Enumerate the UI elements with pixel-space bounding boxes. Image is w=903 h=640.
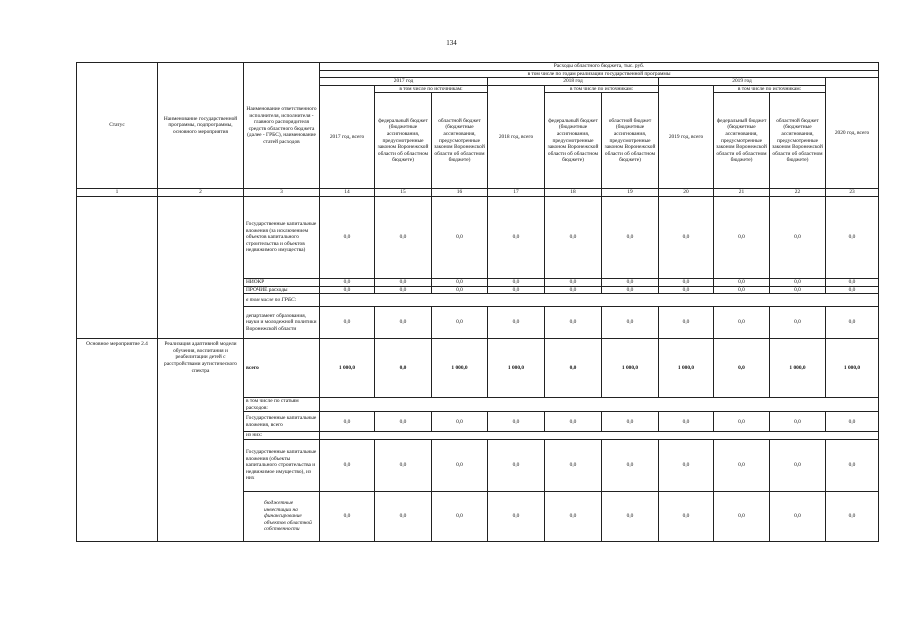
value-cell: 0,0 (545, 491, 602, 541)
page-number: 134 (446, 39, 457, 47)
value-cell: 1 000,0 (602, 339, 659, 398)
value-cell: 0,0 (826, 286, 879, 294)
value-cell: 0,0 (375, 278, 432, 286)
value-cell: 0,0 (714, 412, 770, 432)
value-cell: 0,0 (375, 339, 432, 398)
value-cell: 0,0 (320, 491, 375, 541)
row-label: всего (244, 339, 320, 398)
year-2019-header: 2019 год (659, 78, 826, 86)
value-cell: 0,0 (320, 286, 375, 294)
federal-2018-header: федеральный бюджет (бюджетные ассигнования, предусмотренные законом Воронежской области об областном бюджете) (545, 93, 602, 189)
value-cell: 0,0 (714, 278, 770, 286)
column-number-row (77, 189, 879, 197)
value-cell: 0,0 (375, 286, 432, 294)
value-cell: 0,0 (320, 412, 375, 432)
value-cell: 0,0 (545, 286, 602, 294)
col-number: 14 (320, 189, 375, 197)
value-cell: 0,0 (659, 286, 714, 294)
value-cell: 0,0 (826, 307, 879, 339)
total-2019-header: 2019 год, всего (659, 85, 714, 189)
col-number: 16 (432, 189, 488, 197)
year-2017-header: 2017 год (320, 78, 488, 86)
empty-cell (320, 432, 879, 440)
col-number: 18 (545, 189, 602, 197)
value-cell: 1 000,0 (432, 339, 488, 398)
value-cell: 0,0 (488, 286, 545, 294)
value-cell: 0,0 (432, 286, 488, 294)
value-cell: 1 000,0 (320, 339, 375, 398)
col-number: 22 (770, 189, 826, 197)
row-label: Государственные капитальные вложения (за исключением объектов капитального строительства и объектов недвижимого имущества) (244, 196, 320, 278)
value-cell: 0,0 (770, 307, 826, 339)
row-label: из них: (244, 432, 320, 440)
executor-header: Наименование ответственного исполнителя, исполнителя - главного распорядителя средств областного бюджета (далее - ГРБС), наименование статей расходов (244, 63, 320, 189)
value-cell: 0,0 (770, 439, 826, 491)
sources-2017-header: в том числе по источникам: (375, 85, 488, 93)
value-cell: 1 000,0 (770, 339, 826, 398)
value-cell: 0,0 (602, 412, 659, 432)
value-cell: 0,0 (826, 278, 879, 286)
value-cell: 0,0 (770, 491, 826, 541)
value-cell: 0,0 (320, 196, 375, 278)
federal-2019-header: федеральный бюджет (бюджетные ассигнования, предусмотренные законом Воронежской области об областном бюджете) (714, 93, 770, 189)
row-label: НИОКР (244, 278, 320, 286)
col-number: 20 (659, 189, 714, 197)
value-cell: 0,0 (432, 439, 488, 491)
value-cell: 0,0 (602, 491, 659, 541)
program-name-header: Наименование государственной программы, подпрограммы, основного мероприятия (158, 63, 244, 189)
value-cell: 0,0 (375, 307, 432, 339)
value-cell: 0,0 (488, 412, 545, 432)
value-cell: 0,0 (375, 412, 432, 432)
col-number: 15 (375, 189, 432, 197)
year-2018-header: 2018 год (488, 78, 659, 86)
value-cell: 0,0 (659, 196, 714, 278)
federal-2017-header: федеральный бюджет (бюджетные ассигнования, предусмотренные законом Воронежской области об областном бюджете) (375, 93, 432, 189)
col-number: 19 (602, 189, 659, 197)
status-header: Статус (77, 63, 158, 189)
value-cell: 0,0 (432, 412, 488, 432)
value-cell: 0,0 (320, 439, 375, 491)
table-row (77, 196, 879, 278)
value-cell: 0,0 (545, 439, 602, 491)
row-label: в том числе по статьям расходов: (244, 398, 320, 412)
value-cell: 0,0 (826, 196, 879, 278)
col-number: 23 (826, 189, 879, 197)
row-label: в том числе по ГРБС: (244, 294, 320, 307)
value-cell: 0,0 (488, 491, 545, 541)
sources-2019-header: в том числе по источникам: (714, 85, 826, 93)
value-cell: 1 000,0 (488, 339, 545, 398)
value-cell: 0,0 (545, 339, 602, 398)
value-cell: 0,0 (659, 439, 714, 491)
regional-2019-header: областной бюджет (бюджетные ассигнования, предусмотренные законом Воронежской области об областном бюджете) (770, 93, 826, 189)
col-number: 17 (488, 189, 545, 197)
value-cell: 0,0 (320, 278, 375, 286)
total-2018-header: 2018 год, всего (488, 85, 545, 189)
expenses-header: Расходы областного бюджета, тыс. руб. (320, 63, 879, 71)
value-cell: 0,0 (826, 439, 879, 491)
value-cell: 0,0 (602, 286, 659, 294)
row-label: бюджетные инвестиции на финансирование объектов областной собственности (244, 491, 320, 541)
value-cell: 0,0 (432, 491, 488, 541)
value-cell: 0,0 (659, 412, 714, 432)
value-cell: 1 000,0 (659, 339, 714, 398)
col-number: 3 (244, 189, 320, 197)
row-label: департамент образования, науки и молодежной политики Воронежской области (244, 307, 320, 339)
by-years-header: в том числе по годам реализации государственной программы (320, 70, 879, 78)
row-label: Государственные капитальные вложения, всего (244, 412, 320, 432)
empty-cell (320, 294, 879, 307)
value-cell: 0,0 (714, 286, 770, 294)
value-cell: 0,0 (375, 491, 432, 541)
status-cell (77, 196, 158, 338)
value-cell: 0,0 (432, 307, 488, 339)
value-cell: 0,0 (659, 307, 714, 339)
value-cell: 0,0 (602, 439, 659, 491)
budget-table (76, 62, 879, 542)
row-label: Государственные капитальные вложения (объекты капитального строительства и недвижимое имущество), из них (244, 439, 320, 491)
value-cell: 0,0 (714, 196, 770, 278)
col-number: 1 (77, 189, 158, 197)
col-number: 21 (714, 189, 770, 197)
value-cell: 0,0 (375, 196, 432, 278)
value-cell: 0,0 (488, 439, 545, 491)
value-cell: 0,0 (320, 307, 375, 339)
regional-2017-header: областной бюджет (бюджетные ассигнования, предусмотренные законом Воронежской области об областном бюджете) (432, 93, 488, 189)
program-name-cell: Реализация адаптивной модели обучения, воспитания и реабилитации детей с расстройствами аутистического спектра (158, 339, 244, 542)
empty-cell (320, 398, 879, 412)
status-cell: Основное мероприятие 2.4 (77, 339, 158, 542)
value-cell: 0,0 (432, 278, 488, 286)
value-cell: 0,0 (432, 196, 488, 278)
value-cell: 0,0 (545, 196, 602, 278)
value-cell: 0,0 (602, 307, 659, 339)
regional-2018-header: областной бюджет (бюджетные ассигнования, предусмотренные законом Воронежской области об областном бюджете) (602, 93, 659, 189)
value-cell: 0,0 (826, 412, 879, 432)
value-cell: 0,0 (770, 196, 826, 278)
row-label: ПРОЧИЕ расходы (244, 286, 320, 294)
sources-2018-header: в том числе по источникам: (545, 85, 659, 93)
value-cell: 0,0 (545, 307, 602, 339)
value-cell: 0,0 (770, 412, 826, 432)
value-cell: 0,0 (714, 339, 770, 398)
value-cell: 0,0 (659, 491, 714, 541)
value-cell: 0,0 (714, 307, 770, 339)
program-name-cell (158, 196, 244, 338)
value-cell: 0,0 (602, 278, 659, 286)
total-2020-header: 2020 год, всего (826, 78, 879, 189)
col-number: 2 (158, 189, 244, 197)
value-cell: 0,0 (714, 439, 770, 491)
value-cell: 0,0 (488, 278, 545, 286)
value-cell: 0,0 (488, 307, 545, 339)
value-cell: 0,0 (770, 286, 826, 294)
value-cell: 0,0 (545, 412, 602, 432)
value-cell: 0,0 (545, 278, 602, 286)
value-cell: 0,0 (602, 196, 659, 278)
total-2017-header: 2017 год, всего (320, 85, 375, 189)
value-cell: 0,0 (714, 491, 770, 541)
value-cell: 0,0 (488, 196, 545, 278)
value-cell: 1 000,0 (826, 339, 879, 398)
value-cell: 0,0 (770, 278, 826, 286)
table-row (77, 339, 879, 398)
value-cell: 0,0 (659, 278, 714, 286)
value-cell: 0,0 (375, 439, 432, 491)
value-cell: 0,0 (826, 491, 879, 541)
